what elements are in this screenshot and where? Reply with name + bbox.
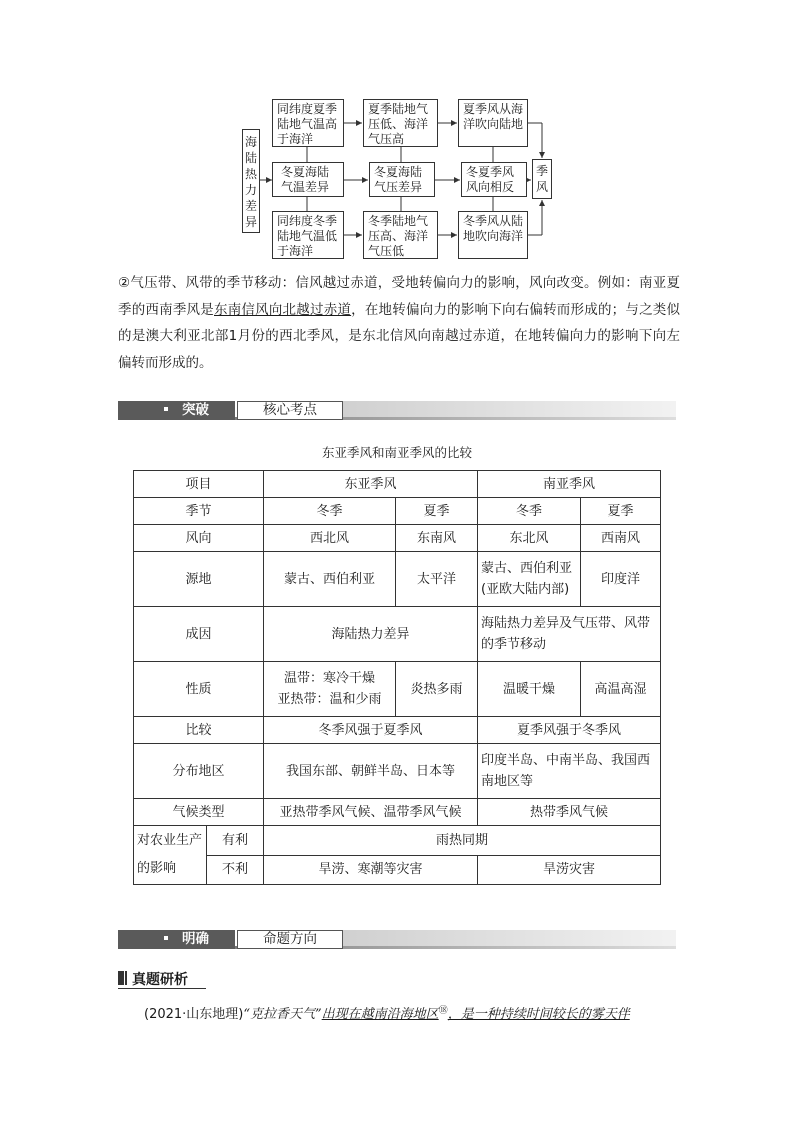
question-quote: “克拉香天气”	[243, 1007, 322, 1022]
question-text	[144, 1003, 630, 1022]
table-row	[134, 744, 661, 799]
table-cell: 热带季风气候	[478, 799, 661, 826]
section-dark-tab	[118, 930, 235, 949]
table-cell	[264, 662, 396, 717]
flow-box-r1c3: 夏季风从海洋吹向陆地	[458, 99, 528, 147]
table-cell: 旱涝、寒潮等灾害	[264, 855, 478, 885]
left-label-char: 力	[244, 183, 257, 197]
flow-box-r1c2: 夏季陆地气压低、海洋气压高	[363, 99, 438, 147]
table-row	[134, 799, 661, 826]
table-cell: 夏季	[581, 498, 661, 525]
table-cell: 冬季风强于夏季风	[264, 717, 478, 744]
section-light-label: 命题方向	[237, 930, 343, 949]
table-row	[134, 552, 661, 607]
left-label-char: 异	[244, 215, 257, 229]
table-cell: 不利	[207, 855, 264, 885]
header-east-asia: 东亚季风	[264, 471, 478, 498]
explanation-paragraph	[118, 270, 680, 376]
section-dark-label: 突破	[182, 402, 209, 418]
table-cell: 我国东部、朝鲜半岛、日本等	[264, 744, 478, 799]
section-light-label: 核心考点	[237, 401, 343, 420]
table-row	[134, 607, 661, 662]
table-cell: 冬季	[478, 498, 581, 525]
left-label-char: 陆	[244, 151, 257, 165]
left-label-char: 差	[244, 199, 257, 213]
flowchart-right-label	[532, 159, 552, 199]
row-label: 分布地区	[134, 744, 264, 799]
table-cell: 雨热同期	[264, 826, 661, 856]
square-bullet-icon	[164, 936, 168, 940]
heading-marker-icon	[118, 971, 124, 985]
table-cell: 冬季	[264, 498, 396, 525]
table-row	[134, 826, 661, 856]
table-cell: 海陆热力差异及气压带、风带的季节移动	[478, 607, 661, 662]
section-header-direction	[118, 930, 676, 950]
left-label-char: 热	[244, 167, 257, 181]
nature-subtropical: 亚热带：温和少雨	[277, 692, 382, 707]
table-cell: 蒙古、西伯利亚(亚欧大陆内部)	[478, 552, 581, 607]
table-cell: 亚热带季风气候、温带季风气候	[264, 799, 478, 826]
row-label: 气候类型	[134, 799, 264, 826]
monsoon-comparison-table	[133, 470, 661, 885]
table-cell: 西南风	[581, 525, 661, 552]
table-cell: 海陆热力差异	[264, 607, 478, 662]
flow-box-r3c1: 同纬度冬季陆地气温低于海洋	[272, 211, 344, 259]
table-row	[134, 471, 661, 498]
section-gradient-bar	[343, 401, 676, 417]
square-bullet-icon	[164, 407, 168, 411]
table-cell: 印度洋	[581, 552, 661, 607]
row-label: 风向	[134, 525, 264, 552]
row-label: 比较	[134, 717, 264, 744]
table-cell: 蒙古、西伯利亚	[264, 552, 396, 607]
table-cell: 有利	[207, 826, 264, 856]
circled-number-icon: ⑱	[438, 1006, 448, 1016]
question-rest: ，是一种持续时间较长的雾天伴	[447, 1007, 630, 1022]
table-cell: 炎热多雨	[396, 662, 478, 717]
para-underlined: 东南信风向北越过赤道	[214, 301, 352, 318]
right-label-char: 风	[535, 180, 548, 194]
flowchart-left-label	[242, 129, 260, 233]
right-label-char: 季	[535, 164, 548, 178]
table-cell: 东南风	[396, 525, 478, 552]
table-row	[134, 855, 661, 885]
table-row	[134, 525, 661, 552]
flow-box-r3c3: 冬季风从陆地吹向海洋	[458, 211, 528, 259]
nature-temperate: 温带：寒冷干燥	[284, 671, 376, 686]
table-row	[134, 498, 661, 525]
table-cell: 东北风	[478, 525, 581, 552]
section-dark-label: 明确	[182, 931, 209, 947]
table-cell: 西北风	[264, 525, 396, 552]
table-cell: 旱涝灾害	[478, 855, 661, 885]
table-cell: 太平洋	[396, 552, 478, 607]
table-row	[134, 662, 661, 717]
header-item: 项目	[134, 471, 264, 498]
para-text-1: ②气压带、风带的季节移动：信风越过赤道，受地转偏向力的影响，风向改变。例如：南亚夏季的西南季风是	[118, 275, 680, 318]
header-south-asia: 南亚季风	[478, 471, 661, 498]
question-source: (2021·山东地理)	[144, 1007, 244, 1022]
left-label-char: 海	[244, 135, 257, 149]
heading-marker-icon	[125, 971, 127, 985]
zhenti-title: 真题研析	[132, 972, 188, 988]
table-cell: 夏季风强于冬季风	[478, 717, 661, 744]
table-cell: 高温高湿	[581, 662, 661, 717]
flow-box-r1c1: 同纬度夏季陆地气温高于海洋	[272, 99, 344, 147]
flow-box-r2c1: 冬夏海陆气温差异	[272, 162, 344, 197]
question-underlined: 出现在越南沿海地区	[321, 1007, 439, 1022]
row-label: 源地	[134, 552, 264, 607]
row-label: 性质	[134, 662, 264, 717]
flow-box-r3c2: 冬季陆地气压高、海洋气压低	[363, 211, 438, 259]
table-cell: 温暖干燥	[478, 662, 581, 717]
table-cell: 夏季	[396, 498, 478, 525]
table-caption: 东亚季风和南亚季风的比较	[321, 445, 472, 460]
row-label: 对农业生产的影响	[134, 826, 207, 885]
row-label: 季节	[134, 498, 264, 525]
section-header-breakthrough	[118, 401, 676, 421]
para-text-2: ，在地转偏向力的影响下向右偏转而形成的；与之类似的是澳大利亚北部1月份的西北季风，是东北信风向南越过赤道，在地转偏向力的影响下向左偏转而形成的。	[118, 301, 681, 371]
row-label: 成因	[134, 607, 264, 662]
table-cell: 印度半岛、中南半岛、我国西南地区等	[478, 744, 661, 799]
section-gradient-bar	[343, 930, 676, 946]
heading-underline	[118, 988, 206, 989]
section-dark-tab	[118, 401, 235, 420]
flow-box-r2c3: 冬夏季风风向相反	[461, 162, 527, 197]
table-row	[134, 717, 661, 744]
flow-box-r2c2: 冬夏海陆气压差异	[369, 162, 435, 197]
